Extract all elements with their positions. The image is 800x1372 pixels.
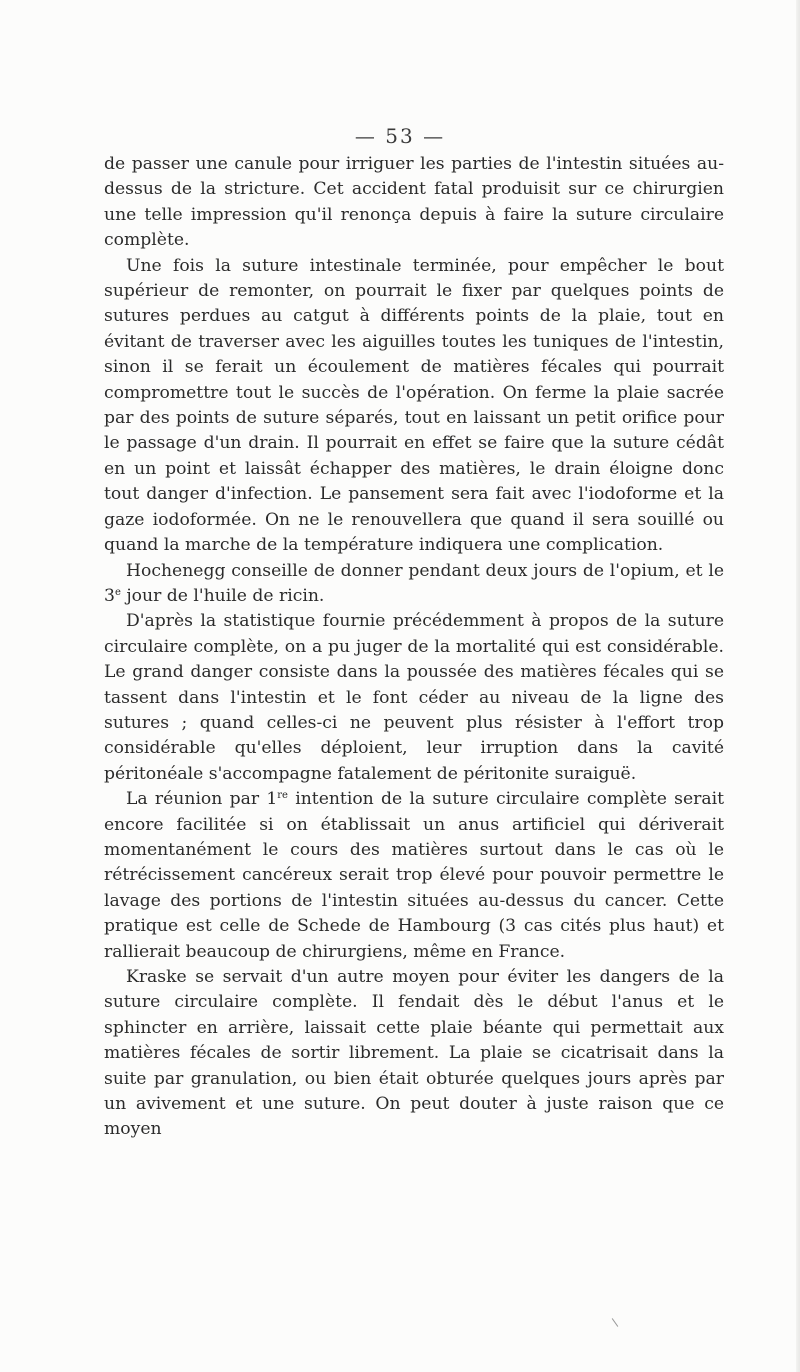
page-number: — 53 — [354,124,446,148]
paragraph-text: La réunion par 1 [126,789,278,810]
paragraph: de passer une canule pour irriguer les parties de l'intestin situées au-dessus de la stricture. Cet accident fatal produisit sur ce chirurgien une telle impression qu'il renonça depuis à faire la suture circulaire complète. [104,154,724,251]
body-text [104,152,724,1143]
paper-speck [612,1318,619,1327]
paragraph: D'après la statistique fournie précédemment à propos de la suture circulaire complète, on a pu juger de la mortalité qui est considérable. Le grand danger consiste dans la poussée des matières fécales qui se tassent dans l'intestin et le font céder au niveau de la ligne des sutures ; quand celles-ci ne peuvent plus résister à l'effort trop considérable qu'elles déploient, leur irruption dans la cavité péritonéale s'accompagne fatalement de péritonite suraiguë. [104,611,724,784]
ordinal-superscript: re [277,790,288,802]
paragraph-text: jour de l'huile de ricin. [120,585,325,606]
paragraph [104,559,724,610]
paragraph [104,787,724,965]
paragraph-text: intention de la suture circulaire complète serait encore facilitée si on établissait un anus artificiel qui dériverait momentanément le cours des matières surtout dans le cas où le rétrécissement cancéreux serait trop élevé pour pouvoir permettre le lavage des portions de l'intestin situées au-dessus du cancer. Cette pratique est celle de Schede de Hambourg (3 cas cités plus haut) et rallierait beaucoup de chirurgiens, même en France. [104,789,724,962]
page-edge [796,0,800,1372]
paragraph: Kraske se servait d'un autre moyen pour éviter les dangers de la suture circulaire complète. Il fendait dès le début l'anus et le sphincter en arrière, laissait cette plaie béante qui permettait aux matières fécales de sortir librement. La plaie se cicatrisait dans la suite par granulation, ou bien était obturée quelques jours après par un avivement et une suture. On peut douter à juste raison que ce moyen [104,967,724,1140]
paragraph: Une fois la suture intestinale terminée, pour empêcher le bout supérieur de remonter, on pourrait le fixer par quelques points de sutures perdues au catgut à différents points de la plaie, tout en évitant de traverser avec les aiguilles toutes les tuniques de l'intestin, sinon il se ferait un écoulement de matières fécales qui pourrait compromettre tout le succès de l'opération. On ferme la plaie sacrée par des points de suture séparés, tout en laissant un petit orifice pour le passage d'un drain. Il pourrait en effet se faire que la suture cédât en un point et laissât échapper des matières, le drain éloigne donc tout danger d'infection. Le pansement sera fait avec l'iodoforme et la gaze iodoformée. On ne le renouvellera que quand il sera souillé ou quand la marche de la température indiquera une complication. [104,255,724,556]
ordinal-superscript: e [114,586,121,598]
paragraph-text: Hochenegg conseille de donner pendant deux jours de l'opium, et le 3 [104,560,724,606]
